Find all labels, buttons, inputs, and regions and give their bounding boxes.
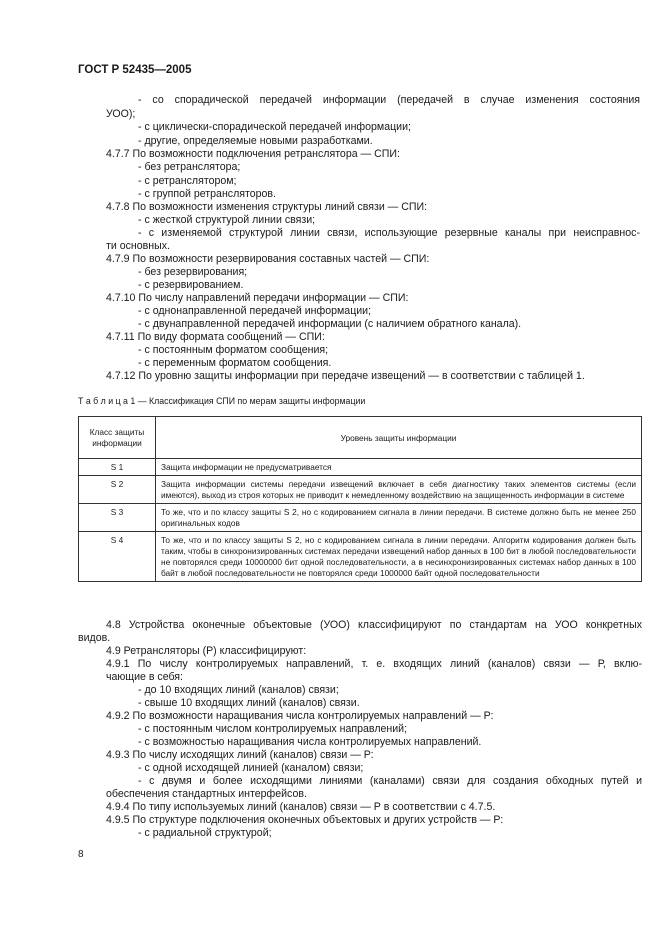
text-line: - с постоянным форматом сообщения; xyxy=(138,344,329,356)
text-line: - с резервированием. xyxy=(138,279,244,291)
row-class: S 3 xyxy=(79,504,156,532)
text-line: обеспечения стандартных интерфейсов. xyxy=(106,788,307,800)
text-line: ти основных. xyxy=(106,240,170,252)
row-class: S 4 xyxy=(79,532,156,582)
text-line: - с группой ретрансляторов. xyxy=(138,188,276,200)
text-line: - без ретранслятора; xyxy=(138,161,241,173)
text-line: 4.7.9 По возможности резервирования составных частей — СПИ: xyxy=(106,253,430,265)
text-line: - с ретранслятором; xyxy=(138,175,237,187)
header-protection-class: Класс защиты информации xyxy=(79,417,156,459)
text-line: 4.9.1 По числу контролируемых направлений, т. е. входящих линий (каналов) связи — Р, вклю- xyxy=(106,658,642,670)
page-number: 8 xyxy=(78,849,84,860)
text-line: 4.7.8 По возможности изменения структуры линий связи — СПИ: xyxy=(106,201,428,213)
text-line: - с переменным форматом сообщения. xyxy=(138,357,332,369)
text-line: - со спорадической передачей информации (передачей в случае изменения состояния xyxy=(138,94,640,106)
text-line: - с возможностью наращивания числа контролируемых направлений. xyxy=(138,736,482,748)
row-class: S 2 xyxy=(79,476,156,504)
text-line: 4.9.4 По типу используемых линий (каналов) связи — Р в соответствии с 4.7.5. xyxy=(106,801,496,813)
text-line: 4.7.10 По числу направлений передачи информации — СПИ: xyxy=(106,292,409,304)
table-header-row xyxy=(79,417,642,459)
text-line: 4.7.12 По уровню защиты информации при передаче извещений — в соответствии с таблицей 1. xyxy=(106,370,585,382)
text-line: 4.9 Ретрансляторы (Р) классифицируют: xyxy=(106,645,307,657)
header-protection-level: Уровень защиты информации xyxy=(156,417,642,459)
text-line: 4.7.7 По возможности подключения ретранслятора — СПИ: xyxy=(106,148,400,160)
table-row xyxy=(79,476,642,504)
text-line: - с постоянным числом контролируемых направлений; xyxy=(138,723,408,735)
document-header: ГОСТ Р 52435—2005 xyxy=(78,64,192,76)
table-row xyxy=(79,504,642,532)
text-line: 4.8 Устройства оконечные объектовые (УОО) классифицируют по стандартам на УОО конкретных xyxy=(106,619,642,631)
text-line: чающие в себя: xyxy=(106,671,183,683)
text-line: - свыше 10 входящих линий (каналов) связи. xyxy=(138,697,360,709)
text-line: - с изменяемой структурой линии связи, использующие резервные каналы при неисправнос- xyxy=(138,227,640,239)
text-line: - с жесткой структурой линии связи; xyxy=(138,214,316,226)
row-description: Защита информации системы передачи извещений включает в себя диагностику таких элементов системы (если имеются), выход из строя которых не приводит к немедленному воздействию на защищенность информации в системе xyxy=(156,476,642,504)
row-description: Защита информации не предусматривается xyxy=(156,459,642,476)
text-line: 4.9.2 По возможности наращивания числа контролируемых направлений — Р: xyxy=(106,710,494,722)
text-line: видов. xyxy=(78,632,111,644)
text-line: 4.9.3 По числу исходящих линий (каналов) связи — Р: xyxy=(106,749,374,761)
text-line: - до 10 входящих линий (каналов) связи; xyxy=(138,684,339,696)
text-line: - с одной исходящей линией (каналом) связи; xyxy=(138,762,364,774)
text-line: 4.7.11 По виду формата сообщений — СПИ: xyxy=(106,331,325,343)
text-line: - с двунаправленной передачей информации (с наличием обратного канала). xyxy=(138,318,522,330)
text-line: УОО); xyxy=(106,108,136,120)
classification-table xyxy=(78,416,642,582)
text-line: - с циклически-спорадической передачей информации; xyxy=(138,121,411,133)
text-line: - без резервирования; xyxy=(138,266,248,278)
text-line: 4.9.5 По структуре подключения оконечных объектовых и других устройств — Р: xyxy=(106,814,504,826)
text-line: - с однонаправленной передачей информации; xyxy=(138,305,372,317)
text-line: - другие, определяемые новыми разработками. xyxy=(138,135,373,147)
table-row xyxy=(79,459,642,476)
text-line: - с двумя и более исходящими линиями (каналами) связи для создания обходных путей и xyxy=(138,775,642,787)
row-class: S 1 xyxy=(79,459,156,476)
row-description: То же, что и по классу защиты S 2, но с кодированием сигнала в линии передачи. В системе должно быть не менее 250 оригинальных кодов xyxy=(156,504,642,532)
text-line: - с радиальной структурой; xyxy=(138,827,272,839)
table-caption: Т а б л и ц а 1 — Классификация СПИ по мерам защиты информации xyxy=(78,396,366,406)
table-row xyxy=(79,532,642,582)
row-description: То же, что и по классу защиты S 2, но с кодированием сигнала в линии передачи. Алгоритм кодирования должен быть таким, чтобы в синхронизированных системах передачи извещений набор данных в 100 бит в любой последовательности не повторялся среди 10000000 бит одной последовательности, а в несинхронизированных системах набор данных в 100 байт в любой последовательности не повторялся среди 1000000 байт одной последовательности xyxy=(156,532,642,582)
